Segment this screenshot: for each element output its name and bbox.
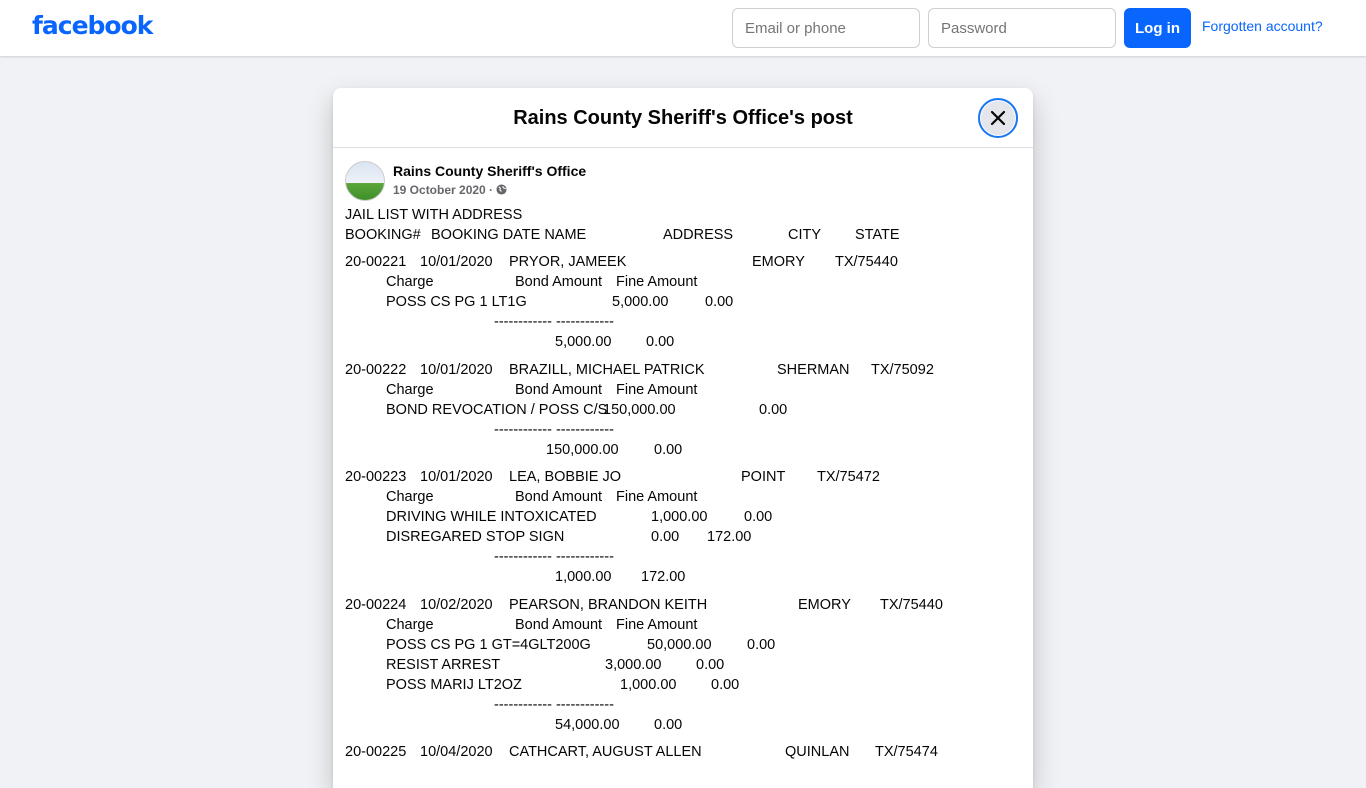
post-text-cell: POSS CS PG 1 GT=4GLT200G [386,637,591,653]
post-text-cell: 1,000.00 [651,509,708,525]
post-text-cell: QUINLAN [785,744,850,760]
post-text-cell: BOOKING# [345,227,421,243]
post-text-cell: ------------ ------------ [494,422,614,438]
post-text-cell: ------------ ------------ [494,697,614,713]
login-button[interactable]: Log in [1124,8,1191,48]
post-text-cell: Bond Amount [515,274,603,290]
post-text-cell: BOND REVOCATION / POSS C/S [386,402,608,418]
post-text-cell: 0.00 [654,717,683,733]
post-text-cell: 5,000.00 [555,334,612,350]
email-input[interactable] [732,8,920,48]
post-text-cell: ------------ ------------ [494,549,614,565]
post-text-cell: Bond Amount [515,489,603,505]
post-text-cell: 3,000.00 [605,657,662,673]
post-text-cell: Fine Amount [616,274,698,290]
post-text-cell: PEARSON, BRANDON KEITH [509,597,708,613]
post-text-cell: CATHCART, AUGUST ALLEN [509,744,702,760]
post-text-cell: POSS MARIJ LT2OZ [386,677,522,693]
post-text-cell: 0.00 [759,402,788,418]
post-text-cell: 0.00 [711,677,740,693]
post-text-cell: 0.00 [646,334,675,350]
post-text-cell: Bond Amount [515,382,603,398]
post-text-cell: Fine Amount [616,617,698,633]
modal-title: Rains County Sheriff's Office's post [513,107,853,129]
post-text-cell: LEA, BOBBIE JO [509,469,622,485]
close-icon [990,110,1006,126]
post-text-cell: 5,000.00 [612,294,669,310]
post-text-cell: CITY [788,227,822,243]
post-text-cell: 1,000.00 [555,569,612,585]
password-input[interactable] [928,8,1116,48]
post-text-cell: TX/75440 [835,254,898,270]
post-text-cell: POINT [741,469,786,485]
post-text-cell: BRAZILL, MICHAEL PATRICK [509,362,705,378]
post-text-cell: TX/75092 [871,362,934,378]
post-text-cell: EMORY [798,597,851,613]
post-text-cell: Charge [386,489,434,505]
post-text-cell: 0.00 [651,529,680,545]
post-text-cell: SHERMAN [777,362,850,378]
post-text-cell: 20-00221 [345,254,407,270]
post-text-cell: 0.00 [747,637,776,653]
post-text-cell: TX/75474 [875,744,938,760]
close-button[interactable] [978,98,1018,138]
post-text-cell: 10/01/2020 [420,469,493,485]
post-text-cell: TX/75472 [817,469,880,485]
post-text-cell: 20-00223 [345,469,407,485]
post-text-cell: 10/04/2020 [420,744,493,760]
post-text-cell: DRIVING WHILE INTOXICATED [386,509,597,525]
post-text-cell: Fine Amount [616,489,698,505]
post-text-cell: 1,000.00 [620,677,677,693]
modal-header [333,88,1033,148]
post-text-cell: POSS CS PG 1 LT1G [386,294,527,310]
post-text-cell: TX/75440 [880,597,943,613]
post-date[interactable] [393,183,507,197]
post-text-cell: 0.00 [696,657,725,673]
post-text-cell: 10/01/2020 [420,254,493,270]
post-text-cell: Fine Amount [616,382,698,398]
top-bar [0,0,1366,56]
post-text-cell: 0.00 [744,509,773,525]
post-text-cell: STATE [855,227,900,243]
post-text-cell: 0.00 [654,442,683,458]
post-text-cell: 0.00 [705,294,734,310]
post-date-text: 19 October 2020 · [393,183,494,197]
post-text-cell: EMORY [752,254,805,270]
post-modal [333,88,1033,788]
facebook-logo[interactable]: facebook [32,11,153,40]
post-text-cell: ------------ ------------ [494,314,614,330]
post-text-cell: Charge [386,382,434,398]
post-text-cell: Bond Amount [515,617,603,633]
post-text-cell: 172.00 [707,529,752,545]
post-text-cell: Charge [386,617,434,633]
author-name[interactable]: Rains County Sheriff's Office [393,163,587,179]
forgotten-account-link[interactable]: Forgotten account? [1202,18,1323,34]
post-text-cell: Charge [386,274,434,290]
post-text-cell: ADDRESS [663,227,734,243]
post-text-cell: RESIST ARREST [386,657,501,673]
post-text-cell: BOOKING DATE NAME [431,227,587,243]
post-text-cell: 20-00225 [345,744,407,760]
post-text-cell: PRYOR, JAMEEK [509,254,627,270]
post-text-cell: 172.00 [641,569,686,585]
globe-icon [496,184,507,195]
post-text-cell: DISREGARED STOP SIGN [386,529,565,545]
post-text-cell: 150,000.00 [546,442,619,458]
post-text-cell: 50,000.00 [647,637,712,653]
post-text-cell: 10/01/2020 [420,362,493,378]
post-text-cell: 54,000.00 [555,717,620,733]
post-text-cell: 10/02/2020 [420,597,493,613]
post-text-cell: JAIL LIST WITH ADDRESS [345,207,523,223]
author-avatar[interactable] [345,161,385,201]
post-text-cell: 20-00224 [345,597,407,613]
post-text-cell: 20-00222 [345,362,407,378]
post-text-cell: 150,000.00 [603,402,676,418]
